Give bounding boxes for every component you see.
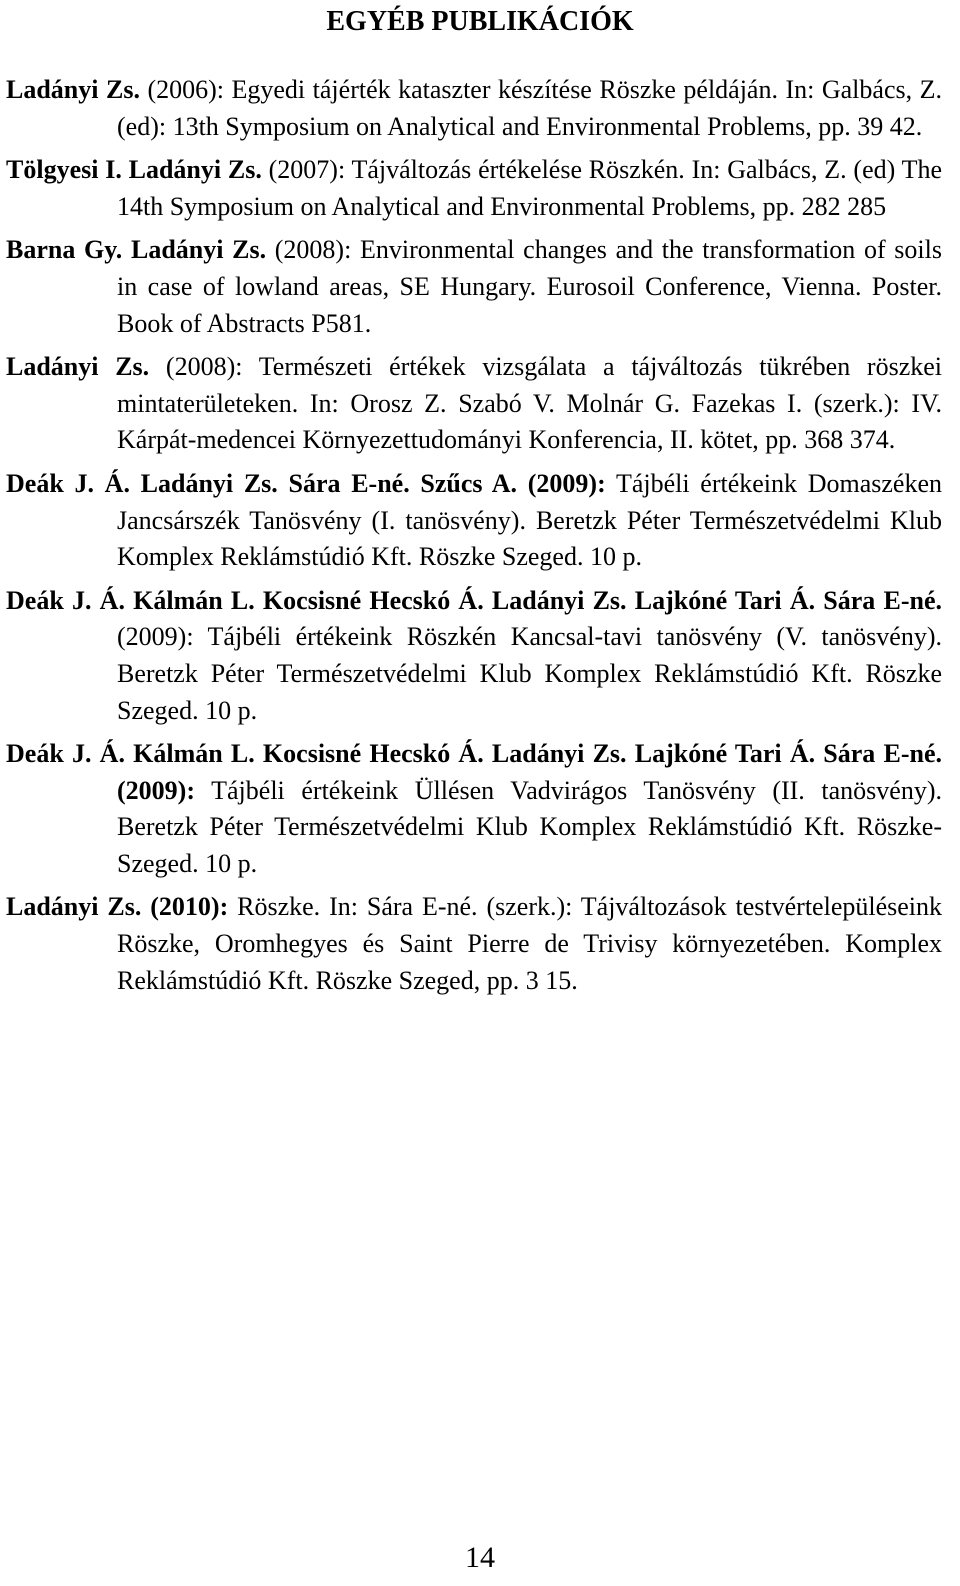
publication-list	[6, 72, 942, 1006]
entry-year: (2008)	[149, 352, 236, 382]
entry-authors: Deák J. Á. Kálmán L. Kocsisné Hecskó Á. Ladányi Zs. Lajkóné Tari Á. Sára E-né. (2009):	[6, 739, 942, 805]
entry-year: (2009)	[117, 622, 187, 652]
entry-authors: Tölgyesi I. Ladányi Zs.	[6, 155, 262, 185]
entry-text: Tájbéli értékeink Üllésen Vadvirágos Tanösvény (II. tanösvény). Beretzk Péter Természetvédelmi Klub Komplex Reklámstúdió Kft. Röszke- Szeged. 10 p.	[117, 775, 942, 878]
entry-text: : Tájbéli értékeink Röszkén Kancsal-tavi tanösvény (V. tanösvény). Beretzk Péter Természetvédelmi Klub Komplex Reklámstúdió Kft. Röszke Szeged. 10 p.	[117, 622, 942, 725]
entry-authors: Deák J. Á. Kálmán L. Kocsisné Hecskó Á. Ladányi Zs. Lajkóné Tari Á. Sára E-né.	[6, 585, 942, 615]
entry-year: (2008)	[266, 235, 345, 265]
entry-text: : Természeti értékek vizsgálata a tájváltozás tükrében röszkei mintaterületeken. In: Orosz Z. Szabó V. Molnár G. Fazekas I. (szerk.): IV. Kárpát-medencei Környezettudományi Konferencia, II. kötet, pp. 368 374.	[117, 352, 943, 455]
entry-authors: Ladányi Zs.	[6, 352, 150, 382]
entry-text: Röszke. In: Sára E-né. (szerk.): Tájváltozások testvértelepüléseink Röszke, Oromhegyes és Saint Pierre de Trivisy környezetében. Komplex Reklámstúdió Kft. Röszke Szeged, pp. 3 15.	[117, 892, 943, 995]
entry-year: (2007)	[261, 155, 338, 185]
publication-entry	[6, 152, 942, 225]
entry-year: (2006)	[139, 75, 217, 104]
page-number: 14	[465, 1541, 495, 1574]
entry-authors: Ladányi Zs.	[6, 75, 140, 104]
publication-entry	[6, 72, 942, 145]
entry-text: : Environmental changes and the transformation of soils in case of lowland areas, SE Hungary. Eurosoil Conference, Vienna. Poster. Book of Abstracts P581.	[117, 235, 942, 338]
publication-entry	[6, 232, 942, 342]
entry-authors: Ladányi Zs. (2010):	[6, 892, 229, 922]
entry-authors: Barna Gy. Ladányi Zs.	[6, 235, 267, 265]
entry-authors: Deák J. Á. Ladányi Zs. Sára E-né. Szűcs A. (2009):	[6, 468, 606, 498]
entry-text: : Egyedi tájérték kataszter készítése Röszke példáján. In: Galbács, Z. (ed): 13th Symposium on Analytical and Environmental Problems, pp. 39 42.	[117, 75, 942, 141]
page-title: EGYÉB PUBLIKÁCIÓK	[326, 6, 634, 37]
publication-entry	[6, 466, 942, 576]
publication-entry	[6, 349, 942, 459]
publication-entry	[6, 889, 942, 999]
publication-entry	[6, 736, 942, 882]
entry-text: Tájbéli értékeink Domaszéken Jancsárszék Tanösvény (I. tanösvény). Beretzk Péter Természetvédelmi Klub Komplex Reklámstúdió Kft. Röszke Szeged. 10 p.	[117, 468, 942, 572]
publication-entry	[6, 583, 942, 729]
entry-text: : Tájváltozás értékelése Röszkén. In: Galbács, Z. (ed) The 14th Symposium on Analytical and Environmental Problems, pp. 282 285	[117, 155, 942, 221]
